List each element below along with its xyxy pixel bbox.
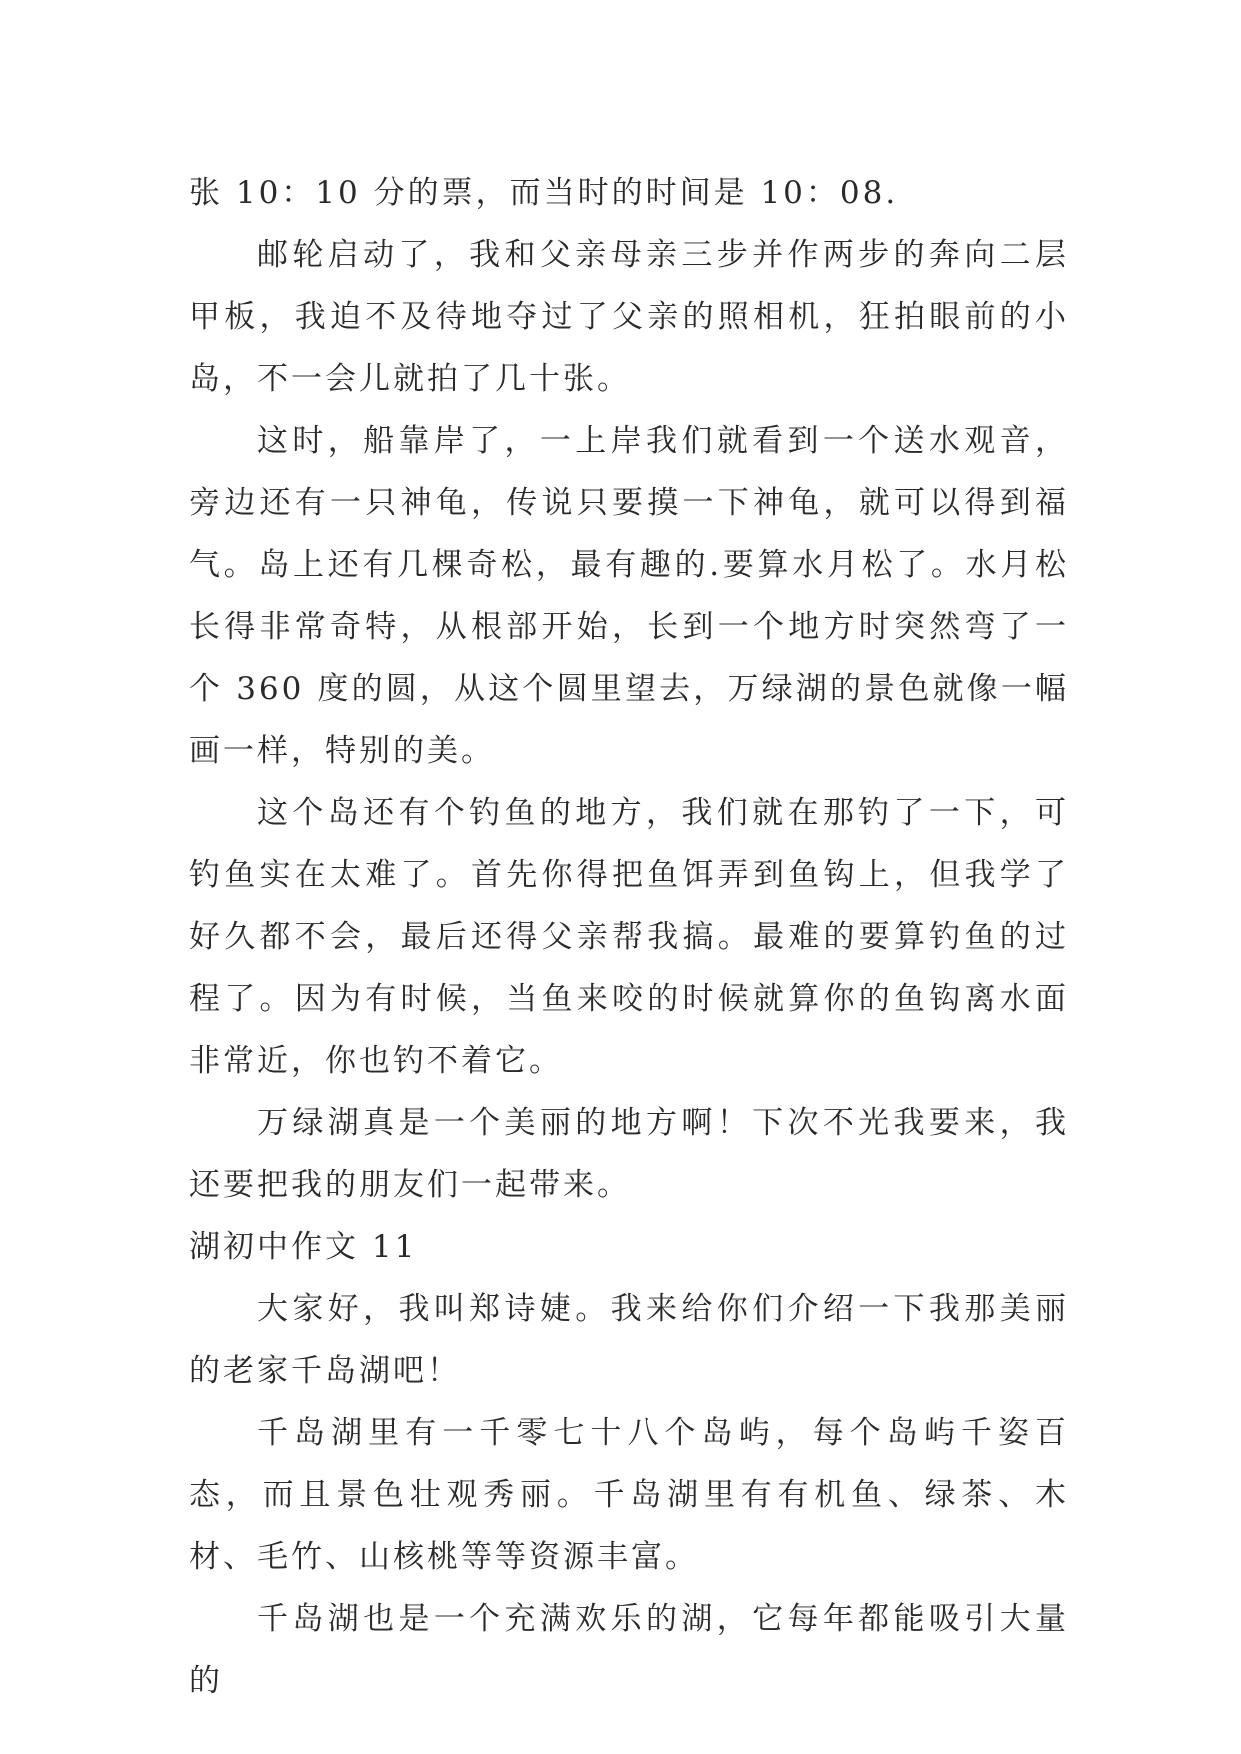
paragraph-conclusion: 万绿湖真是一个美丽的地方啊！下次不光我要来，我还要把我的朋友们一起带来。 — [189, 1105, 1069, 1203]
paragraph-island: 这时，船靠岸了，一上岸我们就看到一个送水观音，旁边还有一只神龟，传说只要摸一下神龟，就可以得到福气。岛上还有几棵奇松，最有趣的.要算水月松了。水月松长得非常奇特，从根部开始，长到一个地方时突然弯了一个 360 度的圆，从这个圆里望去，万绿湖的景色就像一幅画一样，特别的美。 — [189, 423, 1069, 769]
paragraph-cruise: 邮轮启动了，我和父亲母亲三步并作两步的奔向二层甲板，我迫不及待地夺过了父亲的照相机，狂拍眼前的小岛，不一会儿就拍了几十张。 — [189, 237, 1069, 397]
paragraph-joyful-lake: 千岛湖也是一个充满欢乐的湖，它每年都能吸引大量的 — [189, 1601, 1069, 1699]
paragraph-fishing: 这个岛还有个钓鱼的地方，我们就在那钓了一下，可钓鱼实在太难了。首先你得把鱼饵弄到鱼钩上，但我学了好久都不会，最后还得父亲帮我搞。最难的要算钓鱼的过程了。因为有时候，当鱼来咬的时候就算你的鱼钩离水面非常近，你也钓不着它。 — [189, 795, 1069, 1079]
paragraph-ticket-time: 张 10：10 分的票，而当时的时间是 10：08. — [189, 175, 899, 211]
paragraph-introduction: 大家好，我叫郑诗婕。我来给你们介绍一下我那美丽的老家千岛湖吧！ — [189, 1291, 1069, 1389]
essay-heading: 湖初中作文 11 — [189, 1229, 418, 1265]
document-body — [189, 162, 1069, 1712]
paragraph-islands: 千岛湖里有一千零七十八个岛屿，每个岛屿千姿百态，而且景色壮观秀丽。千岛湖里有有机鱼、绿茶、木材、毛竹、山核桃等等资源丰富。 — [189, 1415, 1069, 1575]
